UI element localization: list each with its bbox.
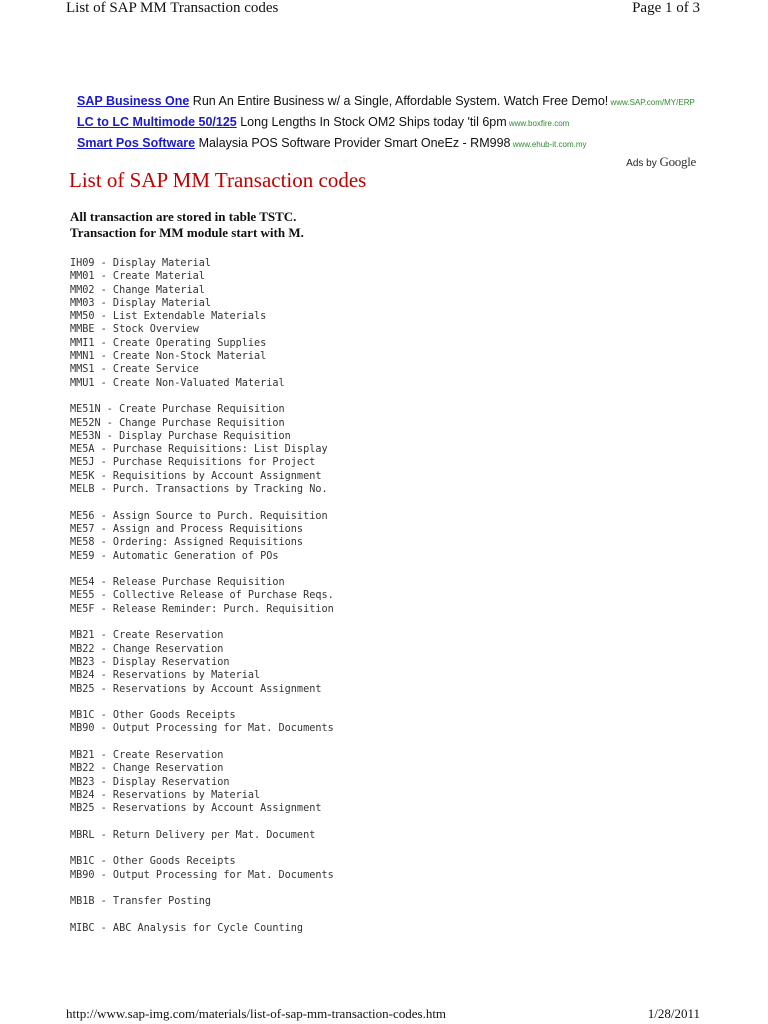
code-group <box>70 829 334 842</box>
code-line: IH09 - Display Material <box>70 258 212 269</box>
code-line: MM01 - Create Material <box>70 271 205 283</box>
code-group <box>70 510 334 563</box>
code-line: ME55 - Collective Release of Purchase Reqs. <box>70 590 334 602</box>
code-group <box>70 895 334 908</box>
code-line: MMS1 - Create Service <box>70 364 199 376</box>
code-line: MB25 - Reservations by Account Assignment <box>70 803 322 815</box>
code-line: ME5F - Release Reminder: Purch. Requisition <box>70 603 334 615</box>
code-group <box>70 749 334 815</box>
code-line: MMBE - Stock Overview <box>70 324 199 336</box>
google-logo: Google <box>659 154 696 169</box>
transaction-code-list <box>70 257 334 948</box>
ad-url[interactable]: www.ehub-it.com.my <box>510 140 587 149</box>
code-group <box>70 855 334 882</box>
code-line: ME51N - Create Purchase Requisition <box>70 404 285 416</box>
code-line: ME5J - Purchase Requisitions for Project <box>70 457 316 469</box>
code-line: ME52N - Change Purchase Requisition <box>70 417 285 429</box>
ad-row <box>77 114 707 135</box>
code-line: MB1B - Transfer Posting <box>70 896 212 908</box>
ad-text: Run An Entire Business w/ a Single, Affordable System. Watch Free Demo! <box>189 94 609 108</box>
code-line: ME54 - Release Purchase Requisition <box>70 577 285 589</box>
code-line: ME59 - Automatic Generation of POs <box>70 550 279 562</box>
code-line: MBRL - Return Delivery per Mat. Document <box>70 829 316 841</box>
ads-by-google[interactable] <box>626 154 696 170</box>
ads-block <box>77 93 707 156</box>
ad-row <box>77 135 707 156</box>
code-line: MM02 - Change Material <box>70 284 205 296</box>
code-line: MB24 - Reservations by Material <box>70 670 261 682</box>
code-line: ME5A - Purchase Requisitions: List Display <box>70 444 328 456</box>
header-title: List of SAP MM Transaction codes <box>66 0 279 16</box>
code-line: MB23 - Display Reservation <box>70 656 230 668</box>
intro-text <box>70 209 304 240</box>
ad-link[interactable]: SAP Business One <box>77 94 190 108</box>
ad-row <box>77 93 707 114</box>
code-group <box>70 709 334 736</box>
code-line: MM03 - Display Material <box>70 297 212 309</box>
code-line: MB22 - Change Reservation <box>70 643 224 655</box>
footer-date: 1/28/2011 <box>647 1006 700 1021</box>
ad-link[interactable]: LC to LC Multimode 50/125 <box>77 115 237 129</box>
code-line: ME57 - Assign and Process Requisitions <box>70 523 304 535</box>
ad-url[interactable]: www.SAP.com/MY/ERP <box>608 98 695 107</box>
code-line: ME58 - Ordering: Assigned Requisitions <box>70 537 304 549</box>
code-line: MIBC - ABC Analysis for Cycle Counting <box>70 922 304 934</box>
code-line: MM50 - List Extendable Materials <box>70 311 267 323</box>
code-line: MB90 - Output Processing for Mat. Documents <box>70 869 334 881</box>
intro-line: Transaction for MM module start with M. <box>70 224 304 240</box>
code-line: MMN1 - Create Non-Stock Material <box>70 351 267 363</box>
code-line: ME53N - Display Purchase Requisition <box>70 430 291 442</box>
code-group <box>70 403 334 496</box>
code-group <box>70 257 334 390</box>
ad-text: Long Lengths In Stock OM2 Ships today 'til 6pm <box>236 115 507 129</box>
code-line: MMI1 - Create Operating Supplies <box>70 337 267 349</box>
footer-url: http://www.sap-img.com/materials/list-of-sap-mm-transaction-codes.htm <box>66 1006 447 1021</box>
ad-link[interactable]: Smart Pos Software <box>77 136 196 150</box>
ad-text: Malaysia POS Software Provider Smart OneEz - RM998 <box>195 136 511 150</box>
page-title: List of SAP MM Transaction codes <box>69 168 367 192</box>
code-line: MMU1 - Create Non-Valuated Material <box>70 377 285 389</box>
code-line: ME56 - Assign Source to Purch. Requisition <box>70 510 328 522</box>
code-line: ME5K - Requisitions by Account Assignment <box>70 470 322 482</box>
page-counter: Page 1 of 3 <box>632 0 700 16</box>
code-line: MB21 - Create Reservation <box>70 749 224 761</box>
code-group <box>70 629 334 695</box>
code-group <box>70 576 334 616</box>
code-line: MB1C - Other Goods Receipts <box>70 856 236 868</box>
code-line: MB1C - Other Goods Receipts <box>70 710 236 722</box>
ad-url[interactable]: www.boxfire.com <box>506 119 570 128</box>
code-line: MB90 - Output Processing for Mat. Documents <box>70 723 334 735</box>
code-line: MELB - Purch. Transactions by Tracking No. <box>70 484 328 496</box>
intro-line: All transaction are stored in table TSTC. <box>70 209 297 224</box>
code-line: MB25 - Reservations by Account Assignment <box>70 683 322 695</box>
code-group <box>70 922 334 935</box>
code-line: MB22 - Change Reservation <box>70 763 224 775</box>
ads-by-label: Ads by <box>626 158 660 169</box>
code-line: MB23 - Display Reservation <box>70 776 230 788</box>
code-line: MB21 - Create Reservation <box>70 630 224 642</box>
code-line: MB24 - Reservations by Material <box>70 789 261 801</box>
